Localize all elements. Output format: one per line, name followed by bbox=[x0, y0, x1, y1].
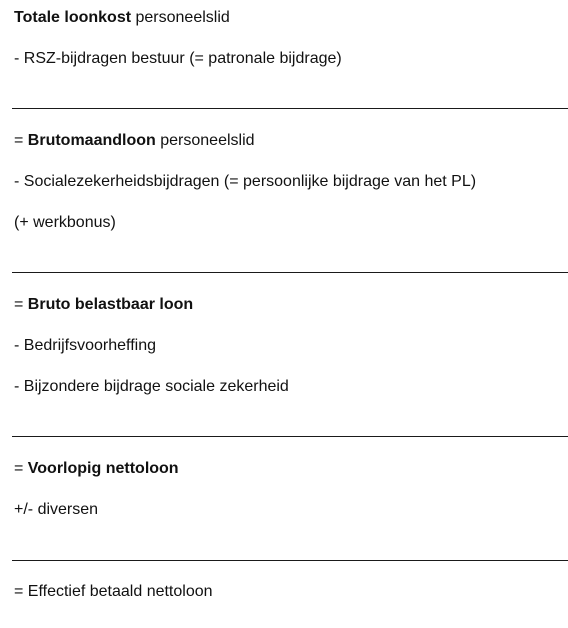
work-bonus-line: (+ werkbonus) bbox=[14, 214, 116, 231]
equals-prefix: = bbox=[14, 296, 28, 313]
miscellaneous-line: +/- diversen bbox=[14, 501, 99, 518]
gross-monthly-salary-line bbox=[14, 131, 255, 151]
separator-line-1 bbox=[12, 108, 568, 109]
total-labor-cost-suffix: personeelslid bbox=[131, 9, 230, 26]
gross-monthly-salary-suffix: personeelslid bbox=[155, 132, 255, 149]
separator-line-4 bbox=[12, 560, 568, 561]
gross-taxable-salary-line bbox=[14, 295, 193, 315]
separator-line-2 bbox=[12, 272, 568, 273]
total-labor-cost-line bbox=[14, 8, 230, 28]
equals-prefix: = bbox=[14, 132, 28, 149]
gross-monthly-salary-label: Brutomaandloon bbox=[27, 132, 156, 149]
provisional-net-salary-label: Voorlopig nettoloon bbox=[27, 460, 179, 477]
provisional-net-salary-line bbox=[14, 459, 179, 479]
effective-net-salary-line: = Effectief betaald nettoloon bbox=[14, 583, 213, 600]
rsz-employer-contribution-line: - RSZ-bijdragen bestuur (= patronale bijdrage) bbox=[14, 50, 342, 67]
gross-taxable-salary-label: Bruto belastbaar loon bbox=[27, 296, 194, 313]
special-social-security-line: - Bijzondere bijdrage sociale zekerheid bbox=[14, 378, 289, 395]
withholding-tax-line: - Bedrijfsvoorheffing bbox=[14, 337, 156, 354]
separator-line-3 bbox=[12, 436, 568, 437]
total-labor-cost-label: Totale loonkost bbox=[14, 9, 132, 26]
equals-prefix: = bbox=[14, 460, 28, 477]
social-security-contribution-line: - Socialezekerheidsbijdragen (= persoonlijke bijdrage van het PL) bbox=[14, 173, 477, 190]
